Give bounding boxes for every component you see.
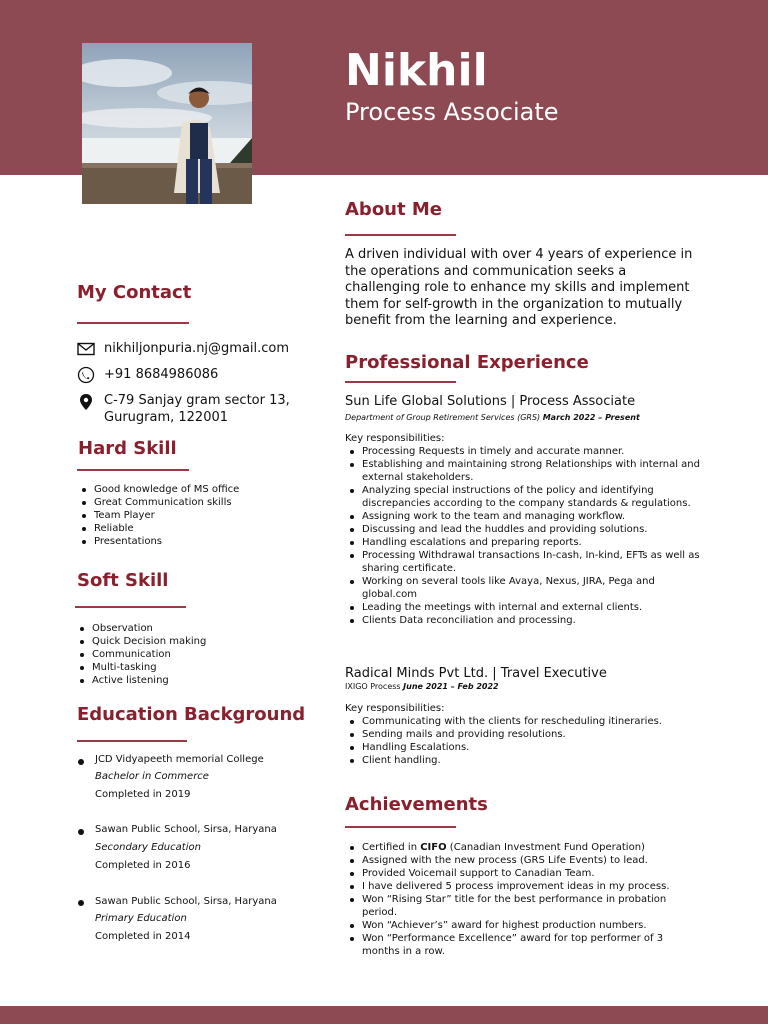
responsibility-item: Discussing and lead the huddles and providing solutions. <box>362 523 700 536</box>
education-degree: Secondary Education <box>95 842 201 853</box>
about-divider <box>345 234 456 236</box>
responsibility-item: Establishing and maintaining strong Relationships with internal and external stakeholders. <box>362 459 700 483</box>
hard-skill-item: Presentations <box>94 535 277 548</box>
experience-divider <box>345 381 456 383</box>
soft-skill-item: Quick Decision making <box>92 635 275 648</box>
soft-skill-item: Observation <box>92 622 275 635</box>
education-divider <box>77 740 187 742</box>
hard-skill-heading: Hard Skill <box>78 438 177 459</box>
person-title: Process Associate <box>345 98 559 126</box>
achievement-item: I have delivered 5 process improvement ideas in my process. <box>362 880 685 893</box>
responsibility-item: Client handling. <box>362 754 700 767</box>
responsibility-item: Sending mails and providing resolutions. <box>362 728 700 741</box>
achievement-item: Certified in CIFO (Canadian Investment Fund Operation) <box>362 841 685 854</box>
achievement-item: Won “Achiever’s” award for highest production numbers. <box>362 919 685 932</box>
job-title: Sun Life Global Solutions | Process Associate <box>345 394 636 409</box>
hard-skill-item: Great Communication skills <box>94 496 277 509</box>
education-bullet <box>78 900 84 906</box>
soft-skill-item: Active listening <box>92 674 275 687</box>
responsibility-item: Analyzing special instructions of the policy and identifying discrepancies according to the company standards & regulations. <box>362 484 700 510</box>
contact-heading: My Contact <box>77 282 192 303</box>
soft-skill-item: Multi-tasking <box>92 661 275 674</box>
mail-icon <box>77 340 95 358</box>
education-bullet <box>78 829 84 835</box>
phone-icon <box>77 366 95 384</box>
job-responsibilities <box>345 432 700 627</box>
responsibility-item: Working on several tools like Avaya, Nexus, JIRA, Pega and global.com <box>362 575 700 601</box>
soft-skill-divider <box>75 606 186 608</box>
responsibility-item: Handling escalations and preparing reports. <box>362 536 700 549</box>
achievement-item: Provided Voicemail support to Canadian Team. <box>362 867 685 880</box>
job-responsibilities <box>345 702 700 767</box>
responsibility-item: Communicating with the clients for rescheduling itineraries. <box>362 715 700 728</box>
achievement-item: Won “Rising Star” title for the best performance in probation period. <box>362 893 685 919</box>
education-heading: Education Background <box>77 704 306 725</box>
responsibilities-label: Key responsibilities: <box>345 433 445 444</box>
hard-skill-item: Team Player <box>94 509 277 522</box>
job-title: Radical Minds Pvt Ltd. | Travel Executive <box>345 666 607 681</box>
hard-skill-divider <box>77 469 189 471</box>
hard-skill-list <box>77 483 277 548</box>
education-completed: Completed in 2019 <box>95 789 191 800</box>
job-meta <box>345 412 640 424</box>
contact-address-line2: Gurugram, 122001 <box>104 410 229 425</box>
education-school: Sawan Public School, Sirsa, Haryana <box>95 896 277 907</box>
responsibility-item: Clients Data reconciliation and processing. <box>362 614 700 627</box>
location-pin-icon <box>77 393 95 411</box>
education-completed: Completed in 2014 <box>95 931 191 942</box>
achievement-item: Assigned with the new process (GRS Life Events) to lead. <box>362 854 685 867</box>
achievement-item: Won “Performance Excellence” award for top performer of 3 months in a row. <box>362 932 685 958</box>
responsibilities-label: Key responsibilities: <box>345 703 445 714</box>
contact-phone[interactable]: +91 8684986086 <box>104 367 219 382</box>
education-school: Sawan Public School, Sirsa, Haryana <box>95 824 277 835</box>
profile-photo <box>82 43 252 204</box>
about-text: A driven individual with over 4 years of experience in the operations and communication seeks a challenging role to enhance my skills and implement them for self-growth in the organization to mutually benefit from the learning and experience. <box>345 247 693 328</box>
responsibility-item: Leading the meetings with internal and external clients. <box>362 601 700 614</box>
responsibility-item: Handling Escalations. <box>362 741 700 754</box>
education-degree: Bachelor in Commerce <box>95 771 209 782</box>
responsibility-item: Assigning work to the team and managing workflow. <box>362 510 700 523</box>
education-bullet <box>78 759 84 765</box>
hard-skill-item: Good knowledge of MS office <box>94 483 277 496</box>
hard-skill-item: Reliable <box>94 522 277 535</box>
job-department: Department of Group Retirement Services (GRS) <box>345 413 541 422</box>
education-degree: Primary Education <box>95 913 187 924</box>
achievements-divider <box>345 826 456 828</box>
contact-divider <box>77 322 189 324</box>
about-heading: About Me <box>345 199 442 220</box>
footer-banner <box>0 1006 768 1024</box>
experience-heading: Professional Experience <box>345 352 589 373</box>
soft-skill-heading: Soft Skill <box>77 570 169 591</box>
soft-skill-item: Communication <box>92 648 275 661</box>
soft-skill-list <box>75 622 275 687</box>
achievements-heading: Achievements <box>345 794 488 815</box>
job-meta <box>345 681 499 693</box>
person-name: Nikhil <box>345 45 488 96</box>
education-completed: Completed in 2016 <box>95 860 191 871</box>
job-dates: March 2022 – Present <box>542 413 640 422</box>
responsibility-item: Processing Withdrawal transactions In-cash, In-kind, EFTs as well as sharing certificate. <box>362 550 700 574</box>
job-department: IXIGO Process <box>345 682 401 691</box>
contact-address-line1: C-79 Sanjay gram sector 13, <box>104 393 290 408</box>
contact-email[interactable]: nikhiljonpuria.nj@gmail.com <box>104 341 290 356</box>
achievements-list <box>345 841 685 958</box>
job-dates: June 2021 – Feb 2022 <box>403 682 499 691</box>
responsibility-item: Processing Requests in timely and accurate manner. <box>362 445 700 458</box>
education-school: JCD Vidyapeeth memorial College <box>95 754 264 765</box>
